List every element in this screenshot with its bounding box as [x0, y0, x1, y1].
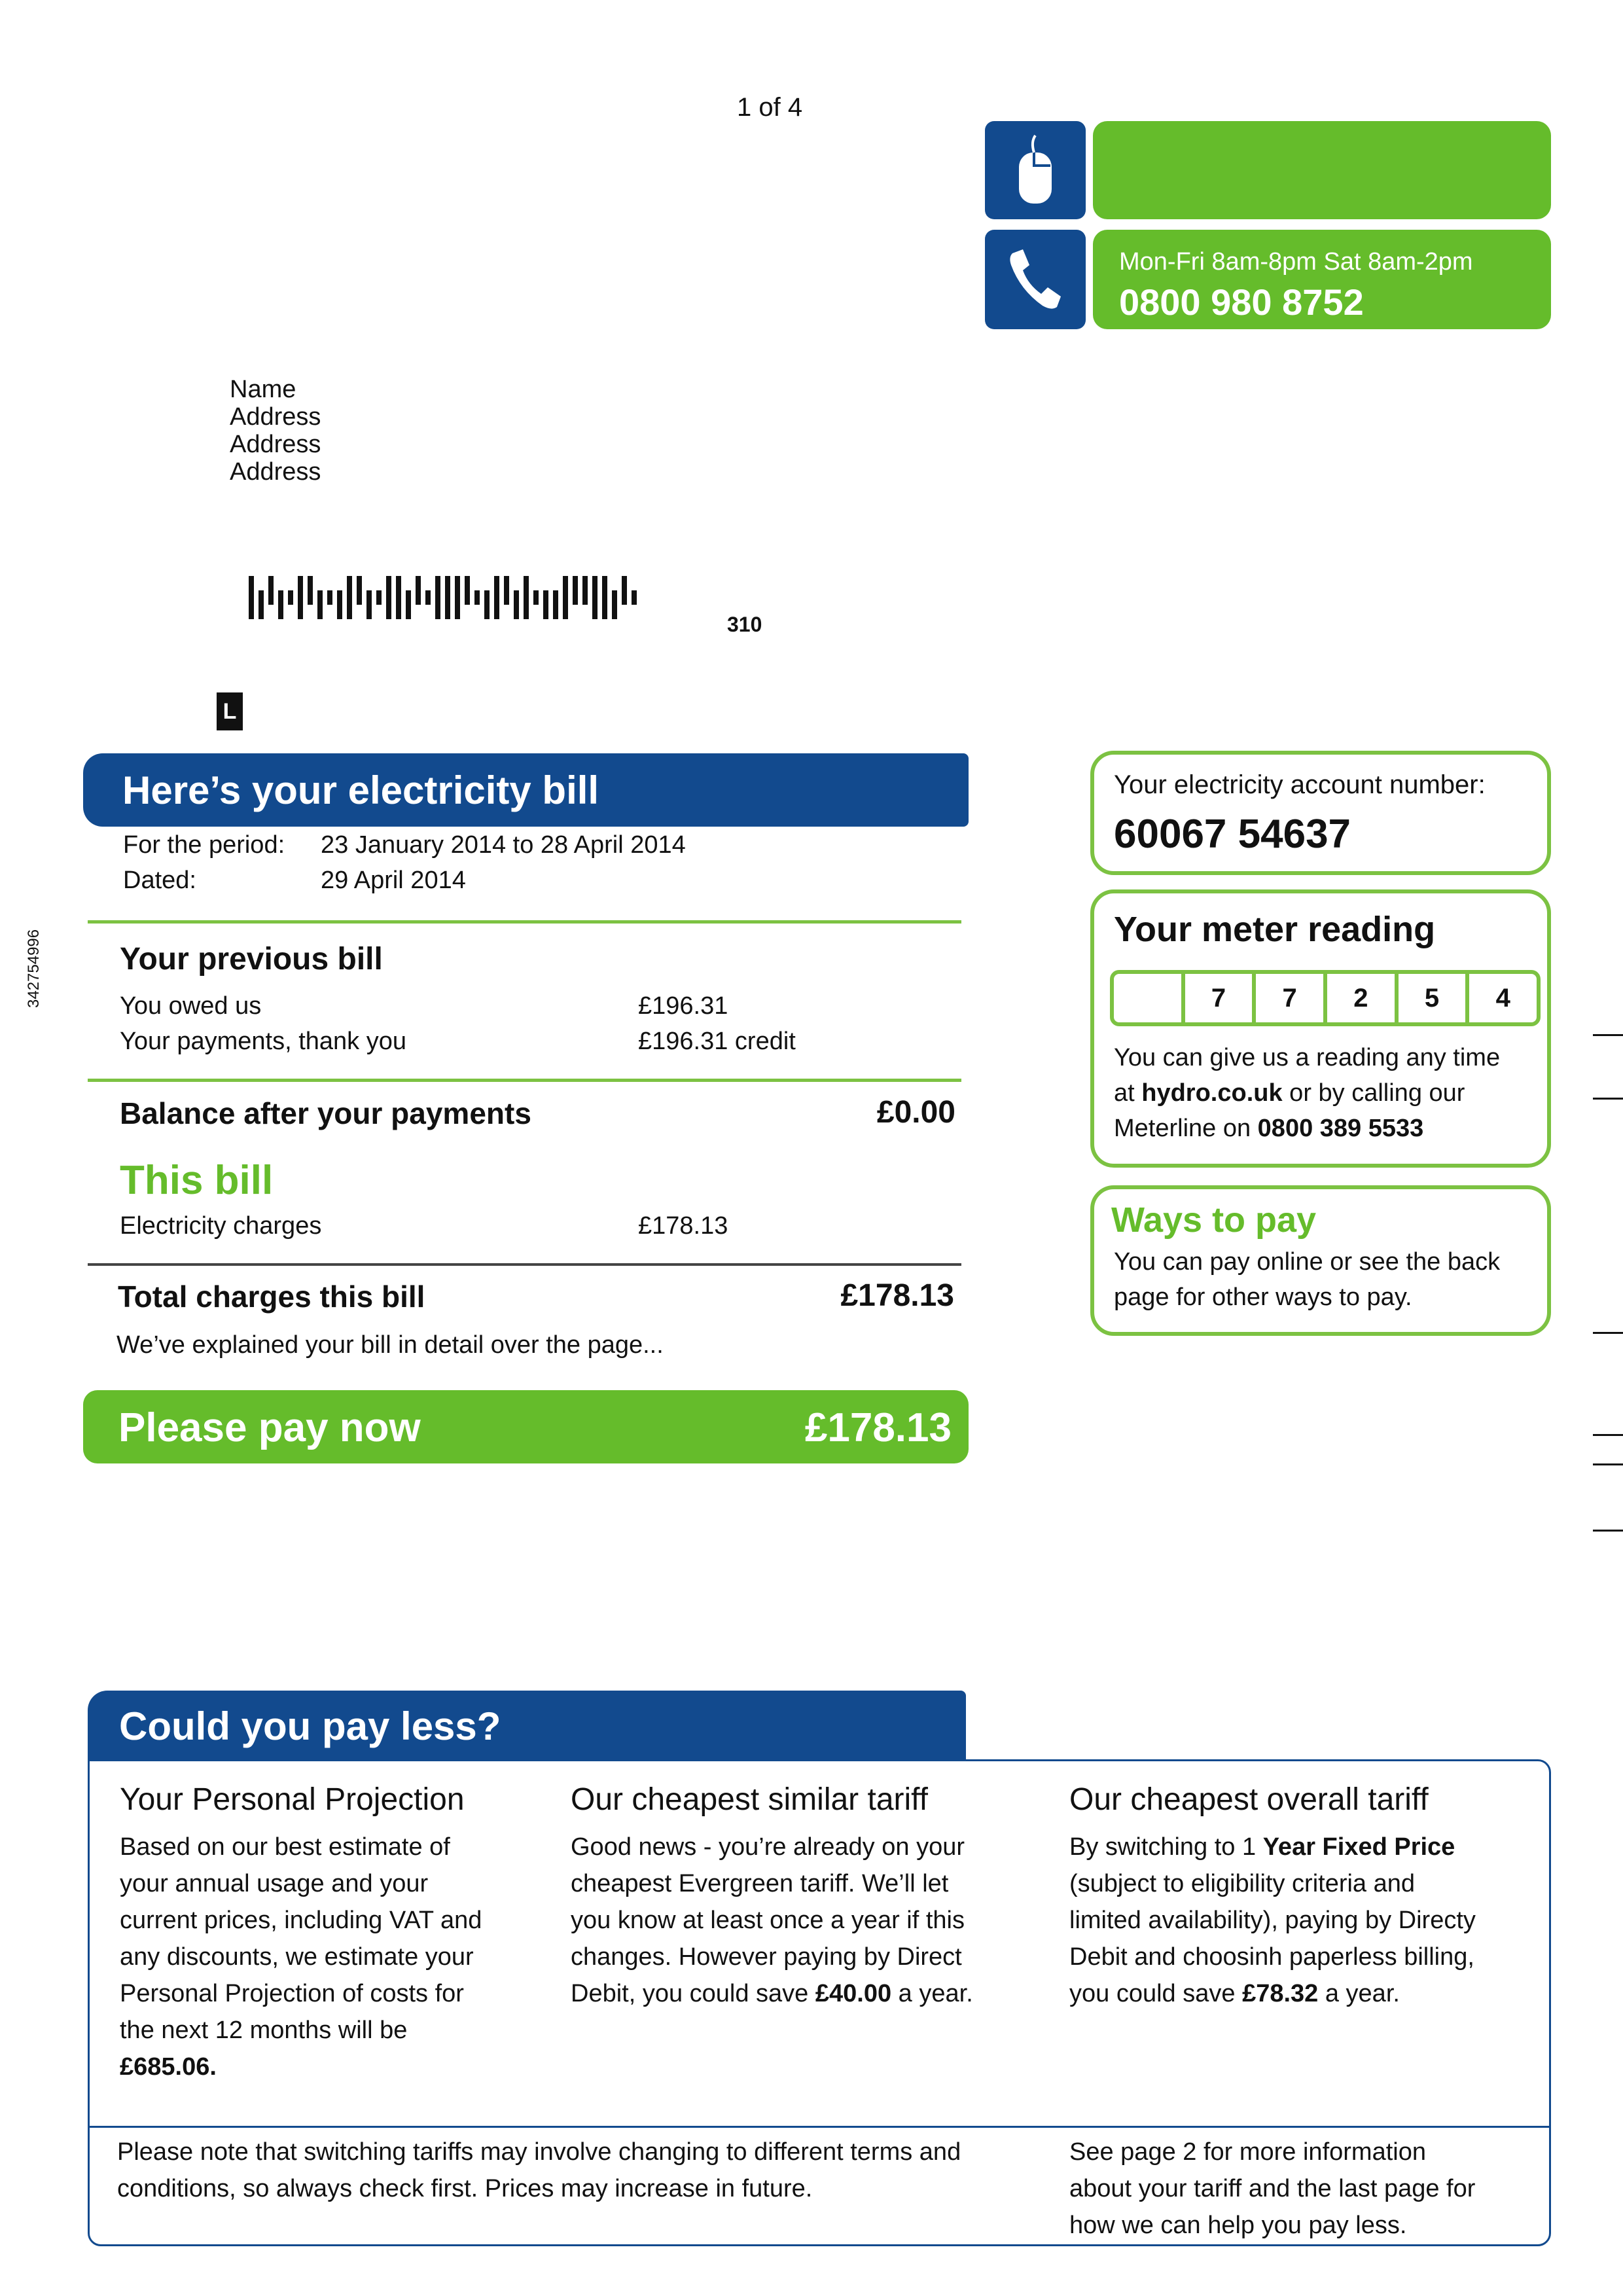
- bill-header: [83, 753, 969, 827]
- barcode-bar: [465, 576, 470, 605]
- address-line: Address: [230, 403, 321, 431]
- barcode-bar: [602, 576, 607, 619]
- text-line: the next 12 months will be: [120, 2017, 408, 2044]
- bill-title: Here’s your electricity bill: [122, 768, 599, 812]
- barcode-bar: [298, 576, 303, 619]
- barcode-bar: [425, 590, 431, 605]
- barcode-bar: [259, 590, 264, 619]
- meter-line: [1114, 1111, 1500, 1146]
- ways-to-pay-box[interactable]: [1090, 1185, 1551, 1336]
- pay-less-header: [88, 1691, 966, 1761]
- online-bar[interactable]: [1093, 121, 1551, 219]
- phone-number[interactable]: 0800 980 8752: [1119, 281, 1364, 323]
- account-label: Your electricity account number:: [1114, 770, 1486, 799]
- text-line: [1069, 1975, 1476, 2012]
- this-bill-heading: This bill: [120, 1158, 274, 1203]
- meter-digit: 4: [1495, 983, 1510, 1013]
- barcode-bar: [455, 576, 460, 619]
- divider: [88, 1079, 961, 1082]
- meter-digit: 7: [1185, 974, 1257, 1022]
- reference-number: 342754996: [25, 929, 43, 1008]
- barcode-bar: [622, 576, 627, 605]
- previous-bill-heading: Your previous bill: [120, 942, 383, 977]
- phone-bar[interactable]: [1093, 230, 1551, 329]
- tariff-name: Year Fixed Price: [1262, 1833, 1455, 1861]
- text-line: how we can help you pay less.: [1069, 2212, 1407, 2239]
- meter-digits: [1110, 970, 1541, 1026]
- total-amount: £178.13: [840, 1278, 954, 1313]
- edge-mark: [1593, 1332, 1623, 1334]
- pay-less-title: Could you pay less?: [119, 1704, 501, 1748]
- text-line: [1069, 1829, 1476, 1865]
- text-line: cheapest Evergreen tariff. We’ll let: [571, 1870, 949, 1897]
- meterline-phone[interactable]: 0800 389 5533: [1257, 1115, 1424, 1142]
- text-line: See page 2 for more information: [1069, 2138, 1426, 2166]
- edge-mark: [1593, 1098, 1623, 1100]
- pay-now-label: Please pay now: [118, 1405, 421, 1450]
- meter-heading: Your meter reading: [1114, 910, 1436, 949]
- text-line: Personal Projection of costs for: [120, 1980, 464, 2007]
- account-number-box: [1090, 751, 1551, 875]
- text: or by calling our: [1282, 1079, 1465, 1107]
- barcode-bar: [347, 576, 352, 619]
- text-line: Good news - you’re already on your: [571, 1833, 965, 1861]
- charges-label: Electricity charges: [120, 1212, 322, 1240]
- text-line: [571, 1975, 973, 2012]
- total-label: Total charges this bill: [118, 1280, 425, 1314]
- barcode-bar: [386, 576, 391, 619]
- divider: [88, 1263, 961, 1266]
- barcode-bar: [288, 590, 293, 605]
- barcode-bar: [484, 590, 490, 619]
- address-line: Address: [230, 458, 321, 486]
- barcode-bar: [612, 590, 617, 619]
- saving-amount: £78.32: [1242, 1980, 1319, 2007]
- switching-note: [117, 2134, 961, 2207]
- barcode-bar: [357, 576, 362, 605]
- overall-tariff-text: [1069, 1829, 1476, 2012]
- barcode-bar: [406, 590, 411, 619]
- balance-amount: £0.00: [876, 1095, 955, 1130]
- meter-line: You can give us a reading any time: [1114, 1044, 1501, 1071]
- letter-mark: L: [217, 692, 243, 730]
- barcode-bar: [524, 576, 529, 619]
- barcode-bar: [327, 590, 332, 605]
- charges-amount: £178.13: [638, 1212, 728, 1240]
- payments-amount: £196.31 credit: [638, 1028, 796, 1055]
- payments-label: Your payments, thank you: [120, 1028, 406, 1055]
- opening-hours: Mon-Fri 8am-8pm Sat 8am-2pm: [1119, 248, 1473, 276]
- barcode-bar: [504, 576, 509, 605]
- text-line: Please note that switching tariffs may involve changing to different terms and: [117, 2138, 961, 2166]
- meter-reading-box: [1090, 889, 1551, 1168]
- meter-digit: 5: [1399, 974, 1470, 1022]
- website-link[interactable]: hydro.co.uk: [1141, 1079, 1283, 1107]
- owed-amount: £196.31: [638, 992, 728, 1020]
- address-block: [230, 376, 321, 486]
- meter-digit: 2: [1327, 974, 1399, 1022]
- explained-note: We’ve explained your bill in detail over the page...: [116, 1331, 664, 1359]
- barcode-bar: [553, 590, 558, 619]
- barcode-bar: [533, 590, 539, 605]
- barcode-bar: [317, 590, 323, 619]
- barcode-bar: [376, 590, 382, 605]
- similar-tariff-heading: Our cheapest similar tariff: [571, 1782, 928, 1817]
- period-value: 23 January 2014 to 28 April 2014: [321, 831, 686, 859]
- barcode-bar: [278, 590, 283, 619]
- text-line: (subject to eligibility criteria and: [1069, 1870, 1416, 1897]
- meter-line: [1114, 1075, 1500, 1111]
- barcode-bar: [494, 576, 499, 619]
- text: a year.: [1318, 1980, 1400, 2007]
- meter-digit: 7: [1256, 974, 1327, 1022]
- barcode-bar: [249, 576, 254, 619]
- text: Debit, you could save: [571, 1980, 815, 2007]
- period-label: For the period:: [123, 831, 285, 859]
- barcode-bar: [308, 576, 313, 605]
- text-line: your annual usage and your: [120, 1870, 429, 1897]
- divider: [88, 920, 961, 924]
- saving-amount: £40.00: [815, 1980, 892, 2007]
- ways-line: page for other ways to pay.: [1114, 1283, 1412, 1311]
- barcode-bar: [563, 576, 568, 619]
- barcode-bar: [337, 590, 342, 619]
- barcode-code: 310: [727, 613, 762, 636]
- text-line: Based on our best estimate of: [120, 1833, 450, 1861]
- text: a year.: [891, 1980, 973, 2007]
- address-name: Name: [230, 376, 296, 403]
- text-line: you know at least once a year if this: [571, 1907, 965, 1934]
- barcode-bar: [435, 576, 440, 619]
- projection-text: [120, 1829, 482, 2085]
- barcode-bar: [543, 590, 548, 619]
- owed-label: You owed us: [120, 992, 262, 1020]
- barcode-bar: [416, 576, 421, 605]
- phone-icon: [985, 230, 1086, 329]
- barcode-bar: [396, 576, 401, 619]
- barcode-bar: [573, 576, 578, 605]
- account-number: 60067 54637: [1114, 812, 1351, 857]
- edge-mark: [1593, 1034, 1623, 1036]
- similar-tariff-text: [571, 1829, 973, 2012]
- projection-amount: £685.06.: [120, 2053, 217, 2081]
- barcode-bar: [592, 576, 597, 619]
- overall-tariff-heading: Our cheapest overall tariff: [1069, 1782, 1429, 1817]
- postal-barcode: [249, 576, 648, 619]
- ways-line: You can pay online or see the back: [1114, 1248, 1501, 1276]
- ways-heading: Ways to pay: [1111, 1200, 1317, 1240]
- barcode-bar: [632, 590, 637, 605]
- projection-heading: Your Personal Projection: [120, 1782, 465, 1817]
- barcode-bar: [514, 590, 519, 619]
- text-line: conditions, so always check first. Prices may increase in future.: [117, 2175, 813, 2202]
- barcode-bar: [268, 576, 274, 605]
- divider: [88, 2126, 1551, 2128]
- text-line: limited availability), paying by Directy: [1069, 1907, 1476, 1934]
- barcode-bar: [474, 590, 480, 605]
- please-pay-now-bar[interactable]: [83, 1390, 969, 1463]
- meter-instructions: [1114, 1040, 1500, 1146]
- barcode-bar: [445, 576, 450, 619]
- barcode-bar: [582, 576, 588, 605]
- text-line: current prices, including VAT and: [120, 1907, 482, 1934]
- text: at: [1114, 1079, 1142, 1107]
- edge-mark: [1593, 1434, 1623, 1436]
- edge-mark: [1593, 1530, 1623, 1532]
- barcode-bar: [366, 590, 372, 619]
- text-line: any discounts, we estimate your: [120, 1943, 474, 1971]
- meter-digit: [1114, 974, 1185, 1022]
- text-line: about your tariff and the last page for: [1069, 2175, 1476, 2202]
- dated-label: Dated:: [123, 867, 196, 894]
- dated-value: 29 April 2014: [321, 867, 466, 894]
- see-page-note: [1069, 2134, 1475, 2244]
- text: By switching to 1: [1069, 1833, 1263, 1861]
- balance-label: Balance after your payments: [120, 1096, 531, 1130]
- mouse-icon: [985, 121, 1086, 219]
- text-line: Debit and choosinh paperless billing,: [1069, 1943, 1474, 1971]
- pay-now-amount: £178.13: [804, 1405, 952, 1450]
- text: you could save: [1069, 1980, 1243, 2007]
- edge-mark: [1593, 1463, 1623, 1465]
- text-line: changes. However paying by Direct: [571, 1943, 962, 1971]
- page-indicator: 1 of 4: [737, 93, 803, 122]
- text: Meterline on: [1114, 1115, 1258, 1142]
- address-line: Address: [230, 431, 321, 458]
